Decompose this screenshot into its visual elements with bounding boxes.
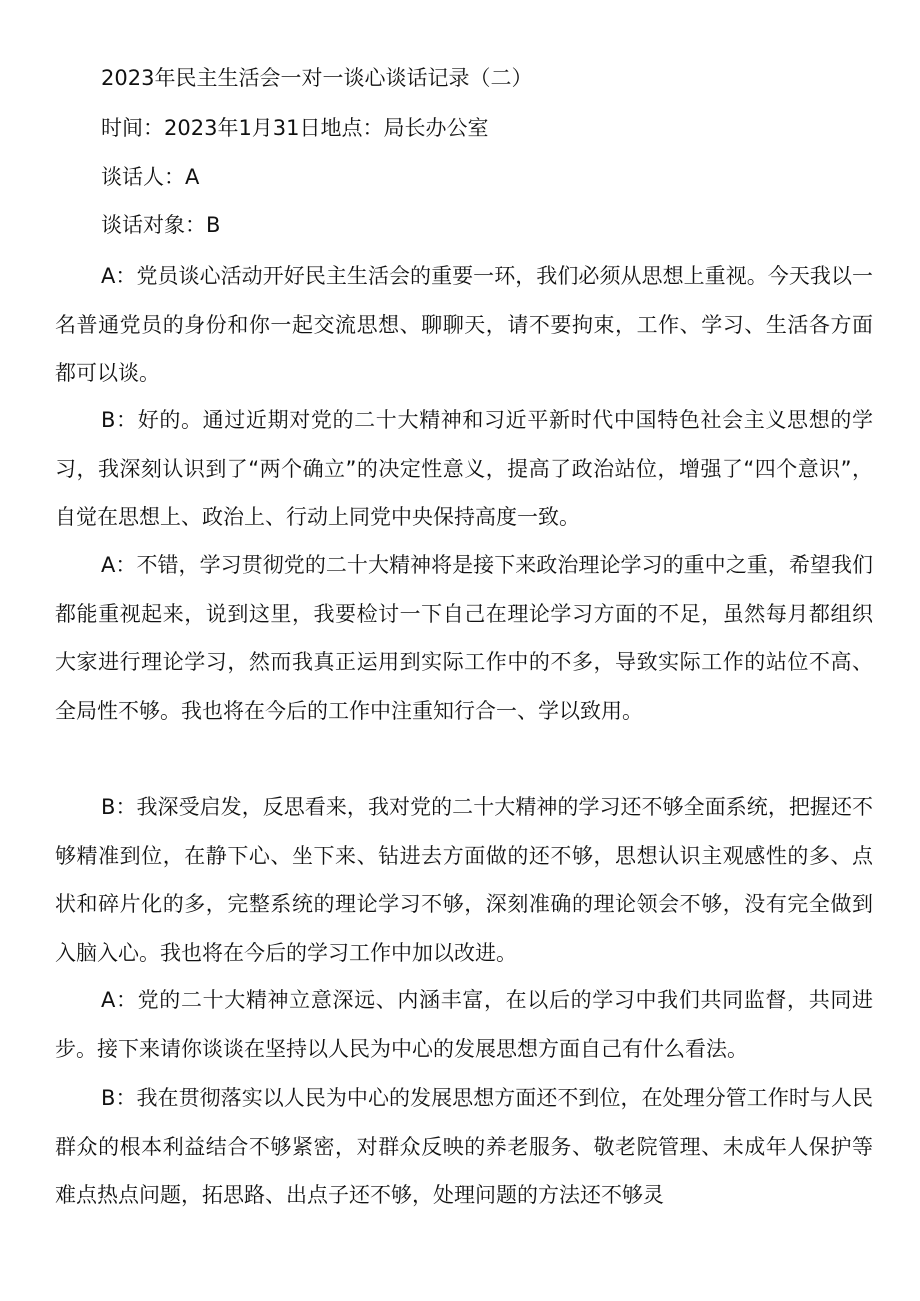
paragraph: B：好的。通过近期对党的二十大精神和习近平新时代中国特色社会主义思想的学习，我深刻认识到了“两个确立”的决定性意义，提高了政治站位，增强了“四个意识”，自觉在思想上、政治上、行动上同党中央保持高度一致。 bbox=[55, 408, 873, 529]
speaker-line: 谈话人：A bbox=[101, 165, 200, 189]
paragraph: B：我在贯彻落实以人民为中心的发展思想方面还不到位，在处理分管工作时与人民群众的根本利益结合不够紧密，对群众反映的养老服务、敬老院管理、未成年人保护等难点热点问题，拓思路、出点子还不够，处理问题的方法还不够灵 bbox=[55, 1086, 873, 1207]
time-place-line: 时间：2023年1月31日地点：局长办公室 bbox=[101, 116, 489, 140]
listener-line: 谈话对象：B bbox=[101, 213, 221, 237]
paragraph: A：党的二十大精神立意深远、内涵丰富，在以后的学习中我们共同监督，共同进步。接下来请你谈谈在坚持以人民为中心的发展思想方面自己有什么看法。 bbox=[55, 988, 873, 1061]
paragraph: A：不错，学习贯彻党的二十大精神将是接下来政治理论学习的重中之重，希望我们都能重视起来，说到这里，我要检讨一下自己在理论学习方面的不足，虽然每月都组织大家进行理论学习，然而我真正运用到实际工作中的不多，导致实际工作的站位不高、全局性不够。我也将在今后的工作中注重知行合一、学以致用。 bbox=[55, 553, 873, 723]
document-title: 2023年民主生活会一对一谈心谈话记录（二） bbox=[101, 66, 533, 90]
paragraph: B：我深受启发，反思看来，我对党的二十大精神的学习还不够全面系统，把握还不够精准到位，在静下心、坐下来、钻进去方面做的还不够，思想认识主观感性的多、点状和碎片化的多，完整系统的理论学习不够，深刻准确的理论领会不够，没有完全做到入脑入心。我也将在今后的学习工作中加以改进。 bbox=[55, 795, 873, 965]
paragraph: A：党员谈心活动开好民主生活会的重要一环，我们必须从思想上重视。今天我以一名普通党员的身份和你一起交流思想、聊聊天，请不要拘束，工作、学习、生活各方面都可以谈。 bbox=[55, 264, 873, 385]
